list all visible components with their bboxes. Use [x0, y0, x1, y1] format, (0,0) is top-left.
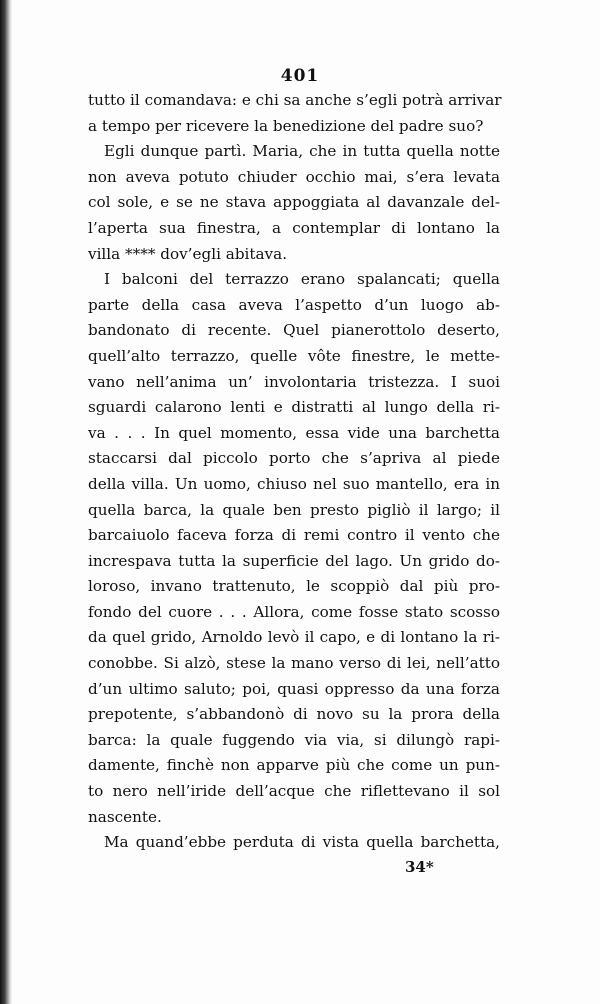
text-line: prepotente, s’abbandonò di novo su la prora della: [88, 705, 500, 724]
text-line: col sole, e se ne stava appoggiata al davanzale del-: [88, 193, 500, 212]
paragraph-2: [88, 139, 500, 267]
text-line: da quel grido, Arnoldo levò il capo, e di lontano la ri-: [88, 628, 500, 647]
text-line: va . . . In quel momento, essa vide una barchetta: [88, 423, 500, 442]
paragraph-3: [88, 267, 500, 830]
text-line: bandonato di recente. Quel pianerottolo deserto,: [88, 321, 500, 340]
text-line: sguardi calarono lenti e distratti al lungo della ri-: [88, 398, 500, 417]
signature-mark: 34*: [405, 858, 434, 876]
paragraph-4: [88, 830, 500, 856]
text-line: non aveva potuto chiuder occhio mai, s’era levata: [88, 167, 500, 186]
text-line: to nero nell’iride dell’acque che riflettevano il sol: [88, 782, 500, 801]
page-number: 401: [280, 66, 320, 86]
text-line: vano nell’anima un’ involontaria tristezza. I suoi: [88, 372, 500, 391]
text-line: l’aperta sua finestra, a contemplar di lontano la: [88, 218, 500, 237]
text-line: loroso, invano trattenuto, le scoppiò dal più pro-: [88, 577, 500, 596]
text-line: conobbe. Si alzò, stese la mano verso di lei, nell’atto: [88, 654, 500, 673]
body-text: [88, 88, 500, 856]
text-line: quell’alto terrazzo, quelle vôte finestre, le mette-: [88, 346, 500, 365]
text-line: della villa. Un uomo, chiuso nel suo mantello, era in: [88, 474, 500, 493]
text-line: barca: la quale fuggendo via via, si dilungò rapi-: [88, 730, 500, 749]
text-line: staccarsi dal piccolo porto che s’apriva al piede: [88, 449, 500, 468]
text-line: d’un ultimo saluto; poi, quasi oppresso da una forza: [88, 679, 500, 698]
text-line: tutto il comandava: e chi sa anche s’egli potrà arrivar: [88, 91, 502, 109]
text-line: increspava tutta la superficie del lago. Un grido do-: [88, 551, 500, 570]
text-line: I balconi del terrazzo erano spalancati; quella: [104, 270, 500, 289]
text-line: fondo del cuore . . . Allora, come fosse stato scosso: [88, 602, 500, 621]
text-line: quella barca, la quale ben presto pigliò il largo; il: [88, 500, 500, 519]
text-line: barcaiuolo faceva forza di remi contro il vento che: [88, 526, 500, 545]
text-line: villa **** dov’egli abitava.: [88, 244, 288, 263]
text-line: a tempo per ricevere la benedizione del padre suo?: [88, 116, 484, 135]
paragraph-1: [88, 88, 500, 139]
text-line: Egli dunque partì. Maria, che in tutta quella notte: [104, 142, 500, 161]
text-line: Ma quand’ebbe perduta di vista quella barchetta,: [104, 833, 500, 852]
binding-shadow: [0, 0, 12, 1004]
text-line: damente, finchè non apparve più che come un pun-: [88, 756, 500, 775]
text-line: parte della casa aveva l’aspetto d’un luogo ab-: [88, 295, 500, 314]
text-line: nascente.: [88, 807, 162, 826]
